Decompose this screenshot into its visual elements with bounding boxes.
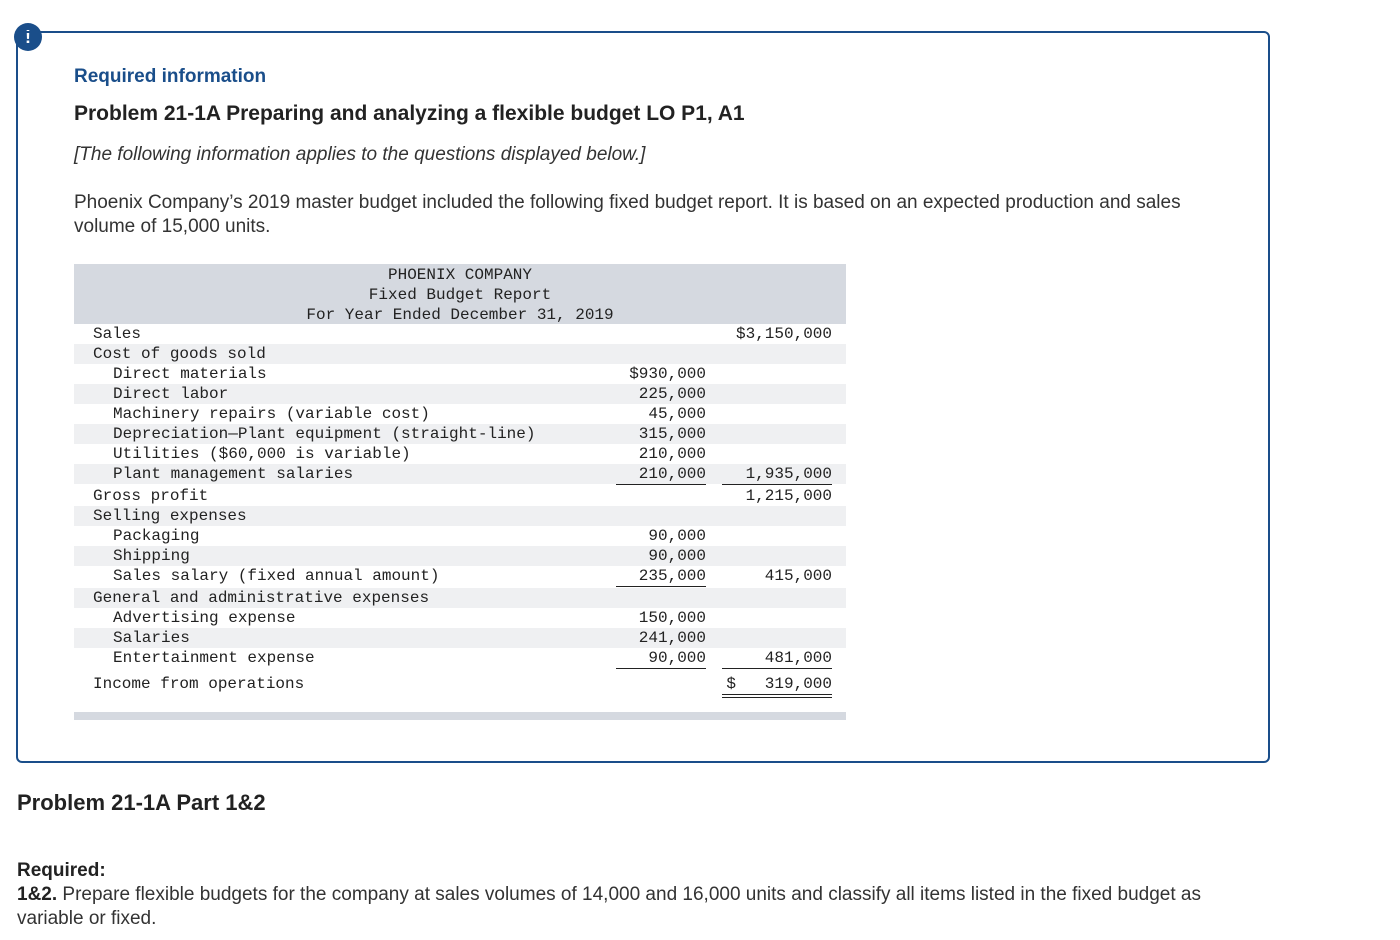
row-label: Direct labor: [113, 385, 229, 403]
row-label: Sales salary (fixed annual amount): [113, 567, 440, 585]
required-text: [17, 883, 1257, 931]
table-row: [74, 506, 846, 526]
row-label: Direct materials: [113, 365, 267, 383]
row-total: $ 319,000: [722, 674, 832, 698]
row-label: Machinery repairs (variable cost): [113, 405, 430, 423]
table-row: [74, 674, 846, 694]
row-amount: 45,000: [648, 405, 706, 423]
row-label: Packaging: [113, 527, 200, 545]
problem-title: Problem 21-1A Preparing and analyzing a flexible budget LO P1, A1: [74, 102, 745, 125]
table-row: [74, 404, 846, 424]
row-amount: 90,000: [648, 547, 706, 565]
row-total: 415,000: [764, 567, 832, 585]
row-label: Shipping: [113, 547, 190, 565]
row-label: Utilities ($60,000 is variable): [113, 445, 411, 463]
row-label: General and administrative expenses: [93, 589, 430, 607]
row-amount: 241,000: [638, 629, 706, 647]
row-amount: 210,000: [638, 445, 706, 463]
row-label: Sales: [93, 325, 142, 343]
row-total: 1,215,000: [745, 487, 832, 505]
row-amount: 210,000: [616, 464, 706, 485]
table-row: [74, 364, 846, 384]
table-row: [74, 608, 846, 628]
row-amount: 150,000: [638, 609, 706, 627]
row-amount: 235,000: [616, 566, 706, 587]
row-label: Depreciation—Plant equipment (straight-line): [113, 425, 536, 443]
table-row: [74, 566, 846, 586]
report-period: For Year Ended December 31, 2019: [306, 306, 614, 324]
row-amount: 90,000: [616, 648, 706, 669]
report-header: [74, 264, 846, 324]
table-row: [74, 424, 846, 444]
report-company: PHOENIX COMPANY: [387, 266, 533, 284]
row-total: 1,935,000: [722, 464, 832, 485]
required-description: Prepare flexible budgets for the company at sales volumes of 14,000 and 16,000 units and classify all items listed in the fixed budget as variable or fixed.: [17, 884, 1201, 929]
table-row: [74, 648, 846, 668]
required-label: Required:: [17, 860, 106, 881]
table-row: [74, 628, 846, 648]
row-label: Salaries: [113, 629, 190, 647]
table-row: [74, 588, 846, 608]
intro-paragraph: Phoenix Company’s 2019 master budget included the following fixed budget report. It is based on an expected production and sales volume of 15,000 units.: [74, 192, 1181, 237]
fixed-budget-report: [74, 264, 846, 720]
row-label: Income from operations: [93, 675, 305, 693]
table-row: [74, 384, 846, 404]
table-row: [74, 444, 846, 464]
row-total: $3,150,000: [735, 325, 832, 343]
table-row: [74, 344, 846, 364]
table-row: [74, 546, 846, 566]
alert-icon: !: [14, 23, 42, 51]
table-row: [74, 464, 846, 484]
row-amount: 315,000: [638, 425, 706, 443]
table-row: [74, 526, 846, 546]
row-label: Entertainment expense: [113, 649, 315, 667]
row-amount: 225,000: [638, 385, 706, 403]
row-amount: $930,000: [629, 365, 706, 383]
part-title: Problem 21-1A Part 1&2: [17, 790, 266, 815]
applies-note: [The following information applies to the questions displayed below.]: [74, 144, 646, 165]
required-number: 1&2.: [17, 884, 58, 905]
report-footer-bar: [74, 712, 846, 720]
row-label: Advertising expense: [113, 609, 296, 627]
row-label: Gross profit: [93, 487, 209, 505]
table-row: [74, 486, 846, 506]
report-title: Fixed Budget Report: [368, 286, 552, 304]
row-amount: 90,000: [648, 527, 706, 545]
row-label: Plant management salaries: [113, 465, 354, 483]
row-label: Cost of goods sold: [93, 345, 266, 363]
required-info-heading: Required information: [74, 66, 267, 87]
row-label: Selling expenses: [93, 507, 247, 525]
table-row: [74, 324, 846, 344]
row-total: 481,000: [722, 648, 832, 669]
